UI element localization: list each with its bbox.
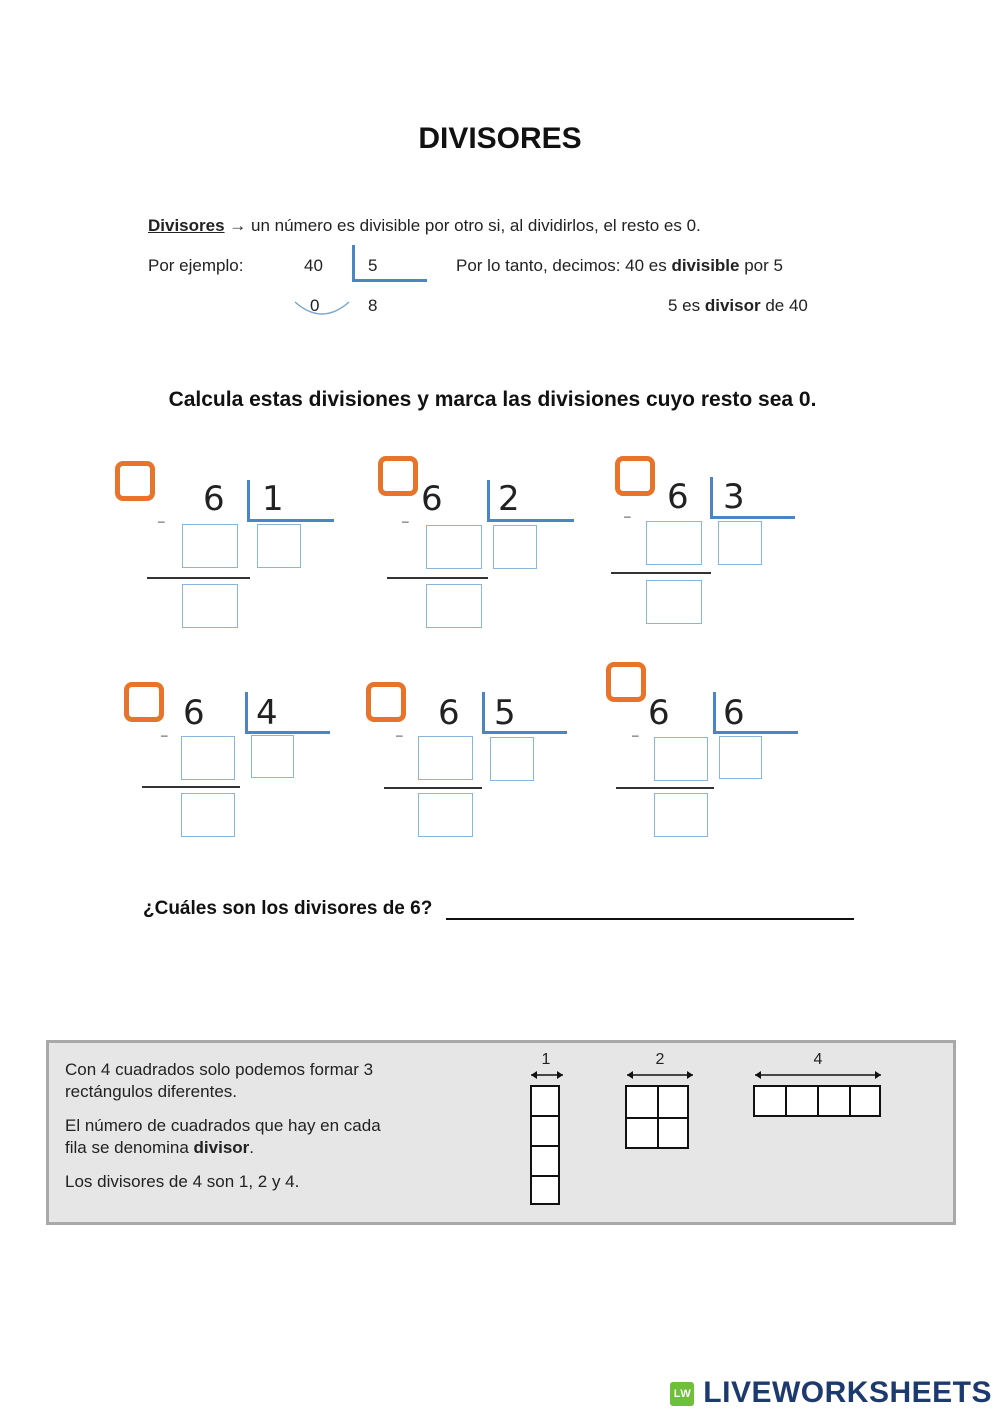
division-1-line xyxy=(147,577,250,579)
info-line-1: Con 4 cuadrados solo podemos formar 3 xyxy=(65,1060,374,1079)
division-4-divisor: 4 xyxy=(256,693,278,733)
label-4: 4 xyxy=(813,1051,823,1068)
division-6-minus: – xyxy=(632,728,639,742)
division-2-remainder-input[interactable] xyxy=(426,584,482,628)
division-1-checkbox[interactable] xyxy=(115,461,155,501)
arrow-icon: → xyxy=(229,216,247,235)
division-2-dividend: 6 xyxy=(421,479,443,519)
division-3-product-input[interactable] xyxy=(646,521,702,565)
label-2: 2 xyxy=(655,1051,665,1068)
division-6-divisor: 6 xyxy=(723,693,745,733)
division-1-divisor: 1 xyxy=(262,479,284,519)
division-4-line xyxy=(142,786,240,788)
rect-2x2 xyxy=(625,1085,689,1149)
dimension-arrow-2-icon xyxy=(625,1069,695,1081)
division-5-divisor: 5 xyxy=(494,693,516,733)
division-4-remainder-input[interactable] xyxy=(181,793,235,837)
division-5-product-input[interactable] xyxy=(418,736,473,780)
division-3-dividend: 6 xyxy=(667,477,689,517)
division-4-quotient-input[interactable] xyxy=(251,735,294,778)
division-4-product-input[interactable] xyxy=(181,736,235,780)
label-1: 1 xyxy=(541,1051,551,1068)
dimension-arrow-4-icon xyxy=(753,1069,883,1081)
division-4-checkbox[interactable] xyxy=(124,682,164,722)
division-6-quotient-input[interactable] xyxy=(719,736,762,779)
example-label: Por ejemplo: xyxy=(148,256,244,275)
division-5-dividend: 6 xyxy=(438,693,460,733)
definition-text: un número es divisible por otro si, al dividirlos, el resto es 0. xyxy=(246,216,701,235)
info-line-4: fila se denomina divisor. xyxy=(65,1138,255,1157)
division-2-divisor: 2 xyxy=(498,479,520,519)
division-3-quotient-input[interactable] xyxy=(718,521,762,565)
remainder-arc-icon xyxy=(292,300,352,320)
division-2-checkbox[interactable] xyxy=(378,456,418,496)
division-2-line xyxy=(387,577,488,579)
definition-line xyxy=(148,216,701,236)
info-line-3: El número de cuadrados que hay en cada xyxy=(65,1116,381,1135)
division-6-line xyxy=(616,787,714,789)
division-1-product-input[interactable] xyxy=(182,524,238,568)
division-3-minus: – xyxy=(624,509,631,523)
example-quotient: 8 xyxy=(368,296,378,315)
division-2-quotient-input[interactable] xyxy=(493,525,537,569)
example-remainder: 0 xyxy=(310,296,320,315)
info-line-5: Los divisores de 4 son 1, 2 y 4. xyxy=(65,1172,300,1191)
division-5-line xyxy=(384,787,482,789)
conclusion-divisible: Por lo tanto, decimos: 40 es divisible por 5 xyxy=(456,256,783,275)
division-1-bracket xyxy=(247,480,334,522)
division-6-product-input[interactable] xyxy=(654,737,708,781)
division-1-remainder-input[interactable] xyxy=(182,584,238,628)
division-1-minus: – xyxy=(158,514,165,528)
division-3-checkbox[interactable] xyxy=(615,456,655,496)
division-3-remainder-input[interactable] xyxy=(646,580,702,624)
rect-1x4 xyxy=(530,1085,560,1205)
division-5-remainder-input[interactable] xyxy=(418,793,473,837)
division-6-dividend: 6 xyxy=(648,693,670,733)
info-text xyxy=(65,1059,485,1193)
logo-text: LIVEWORKSHEETS xyxy=(703,1376,992,1409)
rect-4x1 xyxy=(753,1085,881,1117)
example-dividend: 40 xyxy=(304,256,323,275)
page-title: DIVISORES xyxy=(418,122,582,155)
division-6-remainder-input[interactable] xyxy=(654,793,708,837)
division-6-checkbox[interactable] xyxy=(606,662,646,702)
example-divisor: 5 xyxy=(368,256,378,275)
division-4-minus: – xyxy=(161,728,168,742)
conclusion-divisor: 5 es divisor de 40 xyxy=(668,296,808,315)
division-1-quotient-input[interactable] xyxy=(257,524,301,568)
division-2-minus: – xyxy=(402,514,409,528)
instruction: Calcula estas divisiones y marca las divisiones cuyo resto sea 0. xyxy=(168,388,817,411)
question-divisors-of-6: ¿Cuáles son los divisores de 6? xyxy=(143,898,433,919)
info-panel xyxy=(46,1040,956,1225)
definition-term: Divisores xyxy=(148,216,225,235)
logo-icon: LW xyxy=(670,1382,694,1406)
info-line-2: rectángulos diferentes. xyxy=(65,1082,237,1101)
division-4-dividend: 6 xyxy=(183,693,205,733)
division-2-product-input[interactable] xyxy=(426,525,482,569)
division-5-quotient-input[interactable] xyxy=(490,737,534,781)
division-3-divisor: 3 xyxy=(723,477,745,517)
answer-input[interactable] xyxy=(446,918,854,920)
division-3-line xyxy=(611,572,711,574)
dimension-arrow-1-icon xyxy=(529,1069,565,1081)
division-5-minus: – xyxy=(396,728,403,742)
liveworksheets-logo xyxy=(670,1376,992,1410)
example-division-bracket xyxy=(352,245,427,282)
division-1-dividend: 6 xyxy=(203,479,225,519)
division-5-checkbox[interactable] xyxy=(366,682,406,722)
